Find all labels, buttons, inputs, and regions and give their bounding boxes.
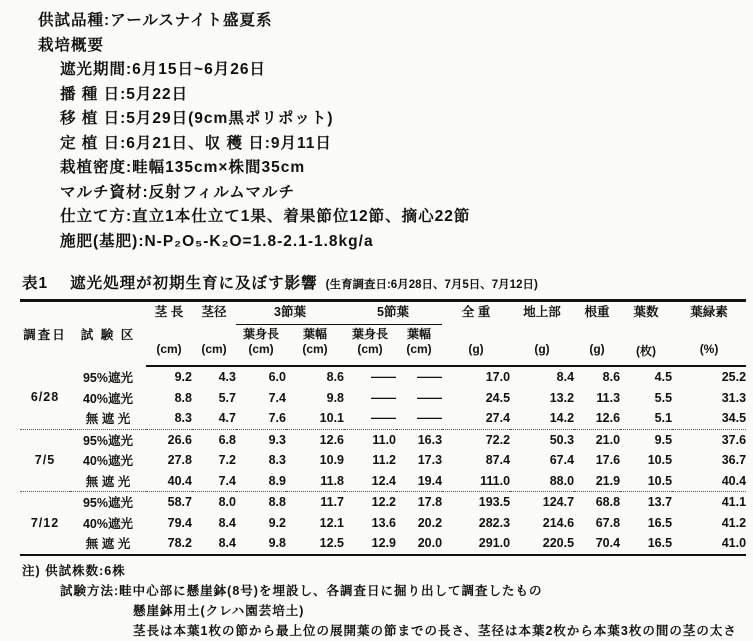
value-cell: 5.1 bbox=[654, 411, 673, 426]
info-line-mulch-material: マルチ資材:反射フィルムマルチ bbox=[60, 183, 295, 201]
value-cell: 13.7 bbox=[620, 492, 672, 513]
value-cell: 4.5 bbox=[654, 370, 673, 385]
value-cell: ―― bbox=[417, 370, 443, 385]
plot-cell: 40%遮光 bbox=[82, 516, 134, 531]
note-line: 茎長は本葉1枚の節から最上位の展開葉の節までの長さ、茎径は本葉2枚から本葉3枚の間の茎の太さ bbox=[133, 623, 737, 638]
header-total-weight: 全 重 bbox=[461, 305, 491, 319]
value-cell: 67.4 bbox=[549, 453, 575, 468]
value-cell: 8.6 bbox=[326, 370, 345, 385]
unit-cell: (枚) bbox=[620, 342, 672, 366]
header-leaf5-group: 5節葉 bbox=[344, 301, 442, 325]
value-cell: 8.3 bbox=[268, 453, 286, 468]
value-cell: 11.8 bbox=[320, 473, 345, 488]
plot-cell: 40%遮光 bbox=[82, 454, 134, 469]
info-line-transplant-date: 移 植 日:5月29日(9cm黒ポリポット) bbox=[60, 110, 334, 127]
unit-cell: (cm) bbox=[236, 342, 286, 366]
value-cell: 20.2 bbox=[417, 515, 443, 530]
value-cell: 36.7 bbox=[721, 453, 747, 468]
value-cell: 6.0 bbox=[268, 370, 286, 385]
unit-cell: (g) bbox=[442, 342, 510, 366]
value-cell: 124.7 bbox=[510, 492, 574, 513]
cultivation-summary bbox=[0, 0, 753, 254]
info-line-planting-harvest-date: 定 植 日:6月21日、収 穫 日:9月11日 bbox=[60, 134, 332, 152]
value-cell: 40.4 bbox=[167, 473, 192, 488]
value-cell: 8.0 bbox=[192, 492, 236, 513]
unit-cell: (g) bbox=[574, 342, 620, 366]
table-row bbox=[20, 471, 746, 492]
value-cell: 7.2 bbox=[218, 453, 236, 468]
plot-cell: 無 遮 光 bbox=[85, 474, 131, 489]
value-cell: 27.8 bbox=[167, 453, 192, 468]
info-line-overview-heading: 栽培概要 bbox=[38, 36, 105, 54]
value-cell: 8.3 bbox=[174, 411, 192, 426]
value-cell: 282.3 bbox=[478, 515, 511, 530]
value-cell: 31.3 bbox=[721, 390, 747, 405]
value-cell: 8.4 bbox=[218, 536, 236, 551]
value-cell: ―― bbox=[371, 370, 397, 385]
header-blade-length-3: 葉身長 bbox=[242, 327, 279, 341]
table-row bbox=[20, 366, 746, 388]
value-cell: 27.4 bbox=[485, 411, 511, 426]
value-cell: 34.5 bbox=[721, 411, 747, 426]
header-blade-width-5: 葉幅 bbox=[407, 327, 432, 341]
info-line-planting-density: 栽植密度:畦幅135cm×株間35cm bbox=[60, 159, 306, 176]
header-row-1 bbox=[20, 301, 746, 325]
value-cell: 220.5 bbox=[542, 536, 575, 551]
value-cell: 37.6 bbox=[672, 429, 746, 450]
value-cell: 12.5 bbox=[319, 536, 345, 551]
value-cell: 10.5 bbox=[647, 473, 673, 488]
plot-cell: 95%遮光 bbox=[70, 429, 146, 450]
value-cell: 16.3 bbox=[396, 429, 442, 450]
value-cell: 41.0 bbox=[721, 536, 747, 551]
value-cell: 16.5 bbox=[647, 536, 673, 551]
value-cell: 9.8 bbox=[268, 536, 286, 551]
table-row bbox=[20, 450, 746, 471]
header-plot: 試 験 区 bbox=[80, 328, 136, 342]
value-cell: 21.9 bbox=[595, 473, 621, 488]
plot-cell: 無 遮 光 bbox=[85, 412, 131, 427]
table-number: 表1 bbox=[22, 275, 49, 292]
value-cell: 14.2 bbox=[549, 411, 575, 426]
unit-cell: (cm) bbox=[146, 342, 192, 366]
header-blade-length-5: 葉身長 bbox=[352, 327, 389, 341]
plot-cell: 95%遮光 bbox=[70, 492, 146, 513]
info-line-training-method: 仕立て方:直立1本仕立て1果、着果節位12節、摘心22節 bbox=[60, 208, 471, 225]
value-cell: 68.8 bbox=[574, 492, 620, 513]
value-cell: 13.2 bbox=[549, 390, 575, 405]
value-cell: 16.5 bbox=[647, 515, 673, 530]
value-cell: 21.0 bbox=[574, 429, 620, 450]
value-cell: 8.8 bbox=[174, 390, 192, 405]
value-cell: ―― bbox=[371, 411, 397, 426]
value-cell: 17.0 bbox=[485, 370, 511, 385]
table-row bbox=[20, 533, 746, 555]
value-cell: 11.3 bbox=[596, 390, 621, 405]
value-cell: 13.6 bbox=[371, 515, 397, 530]
value-cell: 8.4 bbox=[556, 370, 575, 385]
value-cell: 12.4 bbox=[371, 473, 397, 488]
growth-table bbox=[20, 299, 746, 556]
unit-cell: (cm) bbox=[192, 342, 236, 366]
info-line-variety: 供試品種:アールスナイト盛夏系 bbox=[38, 12, 273, 29]
survey-date-cell: 7/5 bbox=[20, 429, 70, 492]
value-cell: 87.4 bbox=[485, 453, 511, 468]
value-cell: 6.8 bbox=[192, 429, 236, 450]
unit-cell: (g) bbox=[510, 342, 574, 366]
header-stem-length: 茎 長 bbox=[154, 305, 184, 319]
value-cell: 72.2 bbox=[442, 429, 510, 450]
value-cell: 11.0 bbox=[344, 429, 396, 450]
value-cell: 7.4 bbox=[268, 390, 286, 405]
value-cell: 10.9 bbox=[319, 453, 345, 468]
note-line: 試験方法:畦中心部に懸崖鉢(8号)を埋設し、各調査日に掘り出して調査したもの bbox=[60, 583, 543, 598]
value-cell: 79.4 bbox=[167, 515, 192, 530]
value-cell: 12.9 bbox=[371, 536, 397, 551]
value-cell: 8.6 bbox=[602, 370, 621, 385]
value-cell: 214.6 bbox=[542, 515, 575, 530]
note-line: 懸崖鉢用土(クレハ園芸培土) bbox=[133, 603, 305, 618]
value-cell: 78.2 bbox=[167, 536, 192, 551]
value-cell: 291.0 bbox=[478, 536, 511, 551]
value-cell: 4.7 bbox=[218, 411, 236, 426]
value-cell: 10.1 bbox=[319, 411, 345, 426]
value-cell: ―― bbox=[371, 390, 397, 405]
value-cell: 8.8 bbox=[236, 492, 286, 513]
value-cell: 12.6 bbox=[286, 429, 344, 450]
value-cell: 10.5 bbox=[647, 453, 673, 468]
table-header bbox=[20, 301, 746, 367]
unit-cell: (%) bbox=[672, 342, 746, 366]
value-cell: 7.4 bbox=[218, 473, 236, 488]
value-cell: 20.0 bbox=[417, 536, 443, 551]
plot-cell: 40%遮光 bbox=[82, 391, 134, 406]
value-cell: ―― bbox=[417, 411, 443, 426]
value-cell: 12.6 bbox=[595, 411, 621, 426]
table-row bbox=[20, 388, 746, 409]
value-cell: 67.8 bbox=[595, 515, 621, 530]
unit-cell: (cm) bbox=[396, 342, 442, 366]
header-blade-width-3: 葉幅 bbox=[303, 327, 328, 341]
value-cell: 7.6 bbox=[268, 411, 286, 426]
plot-cell: 無 遮 光 bbox=[85, 537, 131, 552]
value-cell: 58.7 bbox=[146, 492, 192, 513]
table-row bbox=[20, 408, 746, 429]
value-cell: 17.3 bbox=[417, 453, 443, 468]
note-line: 注) 供試株数:6株 bbox=[22, 563, 126, 578]
table-row bbox=[20, 492, 746, 513]
table-title-text: 遮光処理が初期生育に及ぼす影響 bbox=[70, 275, 318, 292]
value-cell: 5.5 bbox=[654, 390, 673, 405]
survey-date-cell: 7/12 bbox=[20, 492, 70, 555]
value-cell: 26.6 bbox=[146, 429, 192, 450]
value-cell: 9.2 bbox=[268, 515, 286, 530]
value-cell: 24.5 bbox=[485, 390, 511, 405]
value-cell: 41.2 bbox=[721, 515, 747, 530]
value-cell: 17.6 bbox=[595, 453, 621, 468]
header-leaf-count: 葉数 bbox=[633, 305, 659, 319]
table-body bbox=[20, 366, 746, 555]
value-cell: 19.4 bbox=[417, 473, 443, 488]
unit-cell: (cm) bbox=[286, 342, 344, 366]
value-cell: 9.8 bbox=[326, 390, 345, 405]
plot-cell: 95%遮光 bbox=[82, 370, 134, 385]
value-cell: 41.1 bbox=[672, 492, 746, 513]
header-root-weight: 根重 bbox=[584, 305, 610, 319]
value-cell: 11.2 bbox=[372, 453, 397, 468]
value-cell: 9.3 bbox=[236, 429, 286, 450]
value-cell: 193.5 bbox=[442, 492, 510, 513]
table-row bbox=[20, 513, 746, 534]
value-cell: 17.8 bbox=[396, 492, 442, 513]
value-cell: 12.1 bbox=[319, 515, 345, 530]
value-cell: 88.0 bbox=[549, 473, 575, 488]
value-cell: 12.2 bbox=[344, 492, 396, 513]
table-title bbox=[0, 271, 753, 293]
value-cell: 5.7 bbox=[218, 390, 236, 405]
value-cell: 70.4 bbox=[595, 536, 621, 551]
survey-date-cell: 6/28 bbox=[30, 390, 60, 405]
table-row bbox=[20, 429, 746, 450]
value-cell: 9.2 bbox=[174, 370, 192, 385]
info-line-sowing-date: 播 種 日:5月22日 bbox=[60, 85, 189, 103]
value-cell: 50.3 bbox=[510, 429, 574, 450]
header-chlorophyll: 葉緑素 bbox=[690, 305, 728, 319]
header-above-ground: 地上部 bbox=[523, 305, 561, 319]
value-cell: 8.9 bbox=[268, 473, 286, 488]
header-survey-date: 調査日 bbox=[23, 328, 67, 342]
value-cell: ―― bbox=[417, 390, 443, 405]
table-title-note: (生育調査日:6月28日、7月5日、7月12日) bbox=[325, 279, 538, 291]
value-cell: 25.2 bbox=[721, 370, 747, 385]
header-stem-diameter: 茎径 bbox=[201, 305, 227, 319]
value-cell: 11.7 bbox=[286, 492, 344, 513]
header-leaf3-group: 3節葉 bbox=[236, 301, 344, 325]
value-cell: 4.3 bbox=[218, 370, 236, 385]
footnotes bbox=[0, 561, 753, 641]
value-cell: 111.0 bbox=[480, 473, 511, 488]
value-cell: 40.4 bbox=[721, 473, 747, 488]
value-cell: 8.4 bbox=[218, 515, 236, 530]
value-cell: 9.5 bbox=[620, 429, 672, 450]
unit-cell: (cm) bbox=[344, 342, 396, 366]
info-line-fertilizer: 施肥(基肥):N-P₂O₅-K₂O=1.8-2.1-1.8kg/a bbox=[60, 232, 374, 250]
info-line-shading-period: 遮光期間:6月15日~6月26日 bbox=[60, 61, 266, 78]
